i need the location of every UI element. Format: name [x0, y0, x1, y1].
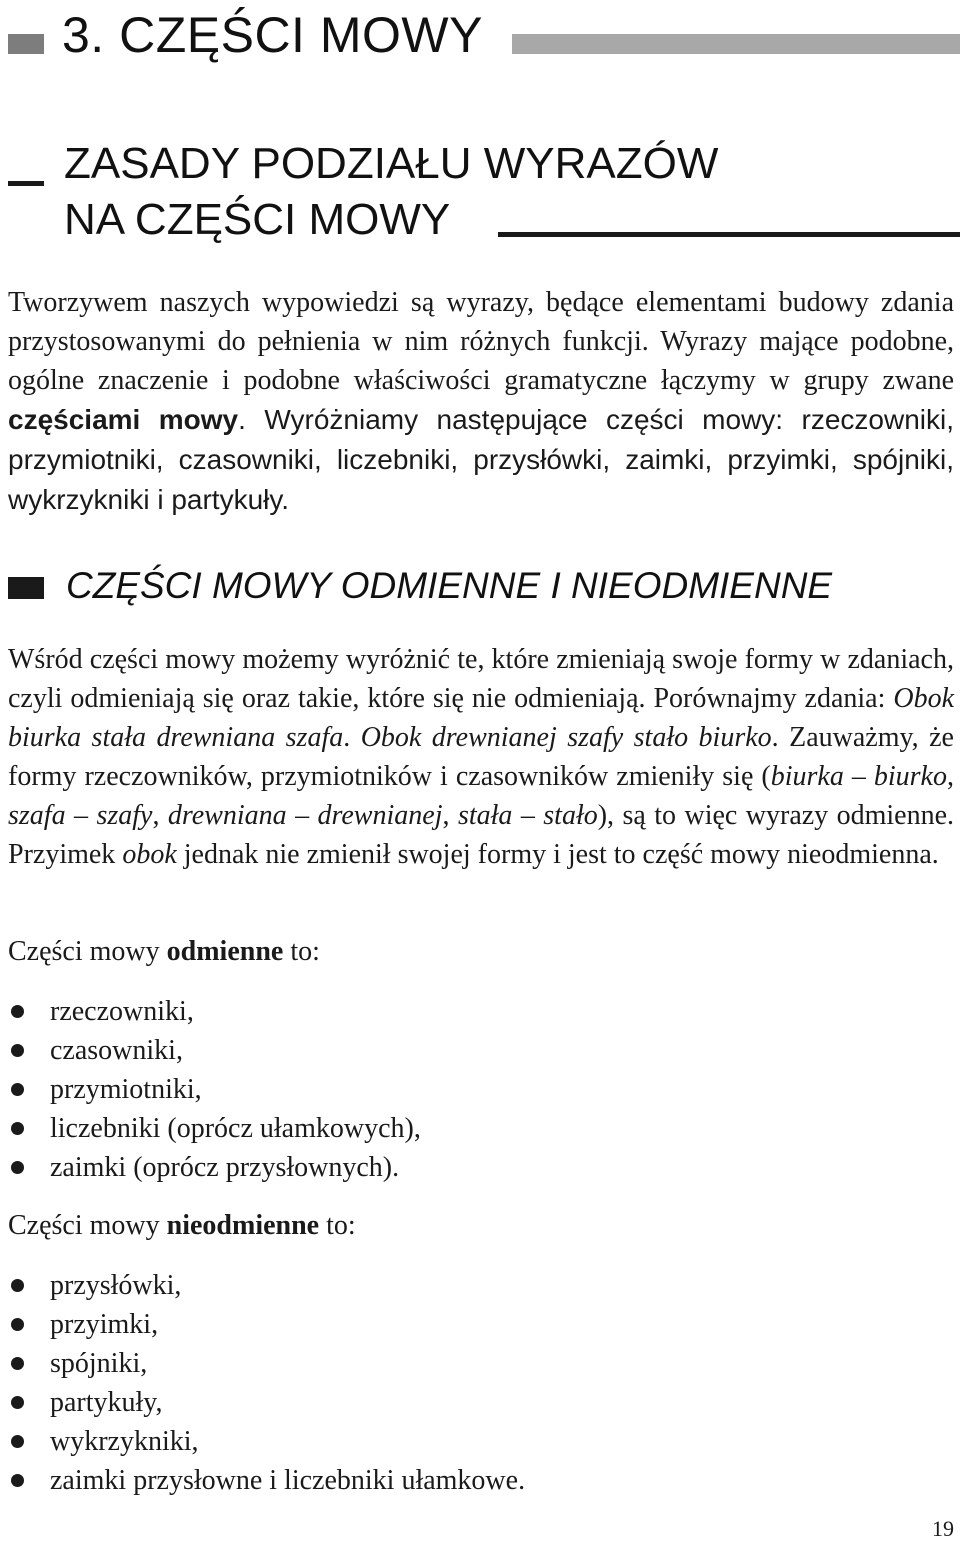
intro-text-2: . Wyróżniamy następujące części mowy: rzeczowniki, przymiotniki, czasowniki, liczebniki, przysłówki, zaimki, przyimki, spójniki, wykrzykniki i partykuły.: [8, 404, 954, 515]
body-text-3: . Zauważmy, że formy rzeczowników, przymiotników i czasowników zmieniły się (: [8, 722, 954, 792]
form-pair-1: biurka – biurko: [770, 761, 947, 792]
separator: ,: [442, 800, 458, 831]
list-item-text: przysłówki,: [50, 1270, 182, 1301]
bullet-icon: [11, 1396, 24, 1409]
chapter-marker-square: [8, 34, 44, 54]
list-item-text: przyimki,: [50, 1309, 159, 1340]
list-item: [0, 1344, 700, 1383]
declinable-keyword: odmienne: [166, 936, 284, 967]
page-number: 19: [932, 1516, 954, 1541]
form-pair-4: stała – stało: [457, 800, 598, 831]
label-text: to:: [319, 1210, 356, 1241]
body-text-4: ), są to więc wyrazy odmienne. Przyimek: [8, 800, 955, 870]
bullet-icon: [11, 1279, 24, 1292]
list-item-text: czasowniki,: [50, 1035, 183, 1066]
chapter-header-bar: [512, 34, 960, 54]
separator: ,: [152, 800, 168, 831]
label-text: Części mowy: [8, 936, 167, 967]
list-item: [0, 1266, 700, 1305]
example-sentence-1: Obok biurka stała drewniana szafa: [8, 683, 954, 753]
section-marker-dash: [8, 181, 44, 186]
bullet-icon: [11, 1044, 24, 1057]
list-item: [0, 992, 700, 1031]
form-pair-3: drewniana – drewnianej: [167, 800, 443, 831]
indeclinable-list: [0, 1266, 700, 1500]
bullet-icon: [11, 1318, 24, 1331]
indeclinable-label: [8, 1207, 356, 1245]
body-text-1: Wśród części mowy możemy wyróżnić te, które zmieniają swoje formy w zdaniach, czyli odmieniają się oraz takie, które się nie odmieniają. Porównajmy zdania:: [8, 644, 954, 714]
body-paragraph: [8, 640, 954, 874]
subsection-title: CZĘŚCI MOWY ODMIENNE I NIEODMIENNE: [66, 565, 833, 606]
list-item: [0, 1305, 700, 1344]
separator: ,: [946, 761, 954, 792]
subsection-header: [0, 560, 960, 610]
list-item-text: przymiotniki,: [50, 1074, 202, 1105]
form-pair-2: szafa – szafy: [8, 800, 153, 831]
list-item-text: spójniki,: [50, 1348, 148, 1379]
intro-term: częściami mowy: [8, 404, 239, 435]
chapter-title: 3. CZĘŚCI MOWY: [62, 7, 483, 63]
section-title-line1: ZASADY PODZIAŁU WYRAZÓW: [64, 139, 719, 188]
example-word: obok: [122, 839, 177, 870]
label-text: to:: [283, 936, 320, 967]
list-item: [0, 1461, 700, 1500]
list-item: [0, 1383, 700, 1422]
list-item-text: wykrzykniki,: [50, 1426, 199, 1457]
list-item: [0, 1109, 700, 1148]
bullet-icon: [11, 1005, 24, 1018]
declinable-label: [8, 933, 320, 971]
intro-text-1: Tworzywem naszych wypowiedzi są wyrazy, będące elementami budowy zdania przystosowanymi do pełnienia w nim różnych funkcji. Wyrazy mające podobne, ogólne znaczenie i podobne właściwości gramatyczne łączymy w grupy zwane: [8, 287, 954, 396]
example-sentence-2: Obok drewnianej szafy stało biurko: [360, 722, 772, 753]
list-item-text: liczebniki (oprócz ułamkowych),: [50, 1113, 421, 1144]
body-text-2: .: [343, 722, 361, 753]
subsection-marker-square: [8, 577, 44, 599]
declinable-list: [0, 992, 700, 1187]
bullet-icon: [11, 1474, 24, 1487]
bullet-icon: [11, 1161, 24, 1174]
list-item: [0, 1070, 700, 1109]
bullet-icon: [11, 1435, 24, 1448]
section-title-line2: NA CZĘŚCI MOWY: [64, 195, 451, 244]
bullet-icon: [11, 1357, 24, 1370]
list-item-text: rzeczowniki,: [50, 996, 194, 1027]
list-item-text: partykuły,: [50, 1387, 163, 1418]
list-item: [0, 1148, 700, 1187]
list-item: [0, 1422, 700, 1461]
section-header: [0, 136, 960, 256]
label-text: Części mowy: [8, 1210, 167, 1241]
list-item-text: zaimki (oprócz przysłownych).: [50, 1152, 400, 1183]
section-title-rule: [498, 232, 960, 237]
bullet-icon: [11, 1122, 24, 1135]
list-item-text: zaimki przysłowne i liczebniki ułamkowe.: [50, 1465, 526, 1496]
bullet-icon: [11, 1083, 24, 1096]
intro-paragraph: [8, 283, 954, 520]
body-text-5: jednak nie zmienił swojej formy i jest to część mowy nieodmienna.: [176, 839, 939, 870]
list-item: [0, 1031, 700, 1070]
chapter-header: [0, 4, 960, 68]
indeclinable-keyword: nieodmienne: [166, 1210, 320, 1241]
